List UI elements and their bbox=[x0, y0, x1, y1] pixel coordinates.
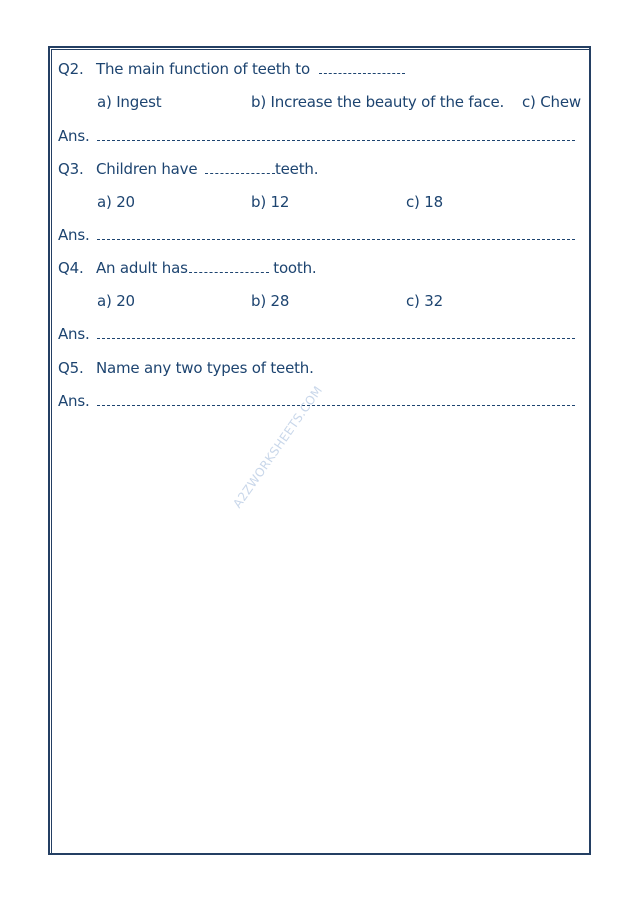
question-text-before: Children have bbox=[96, 160, 198, 178]
answer-label: Ans. bbox=[58, 127, 90, 145]
watermark: A2ZWORKSHEETS.COM bbox=[230, 383, 326, 511]
question-text-before: An adult has bbox=[96, 259, 188, 277]
answer-label: Ans. bbox=[58, 392, 90, 410]
option-c: c) 18 bbox=[406, 193, 443, 211]
option-b: b) Increase the beauty of the face. bbox=[251, 93, 505, 111]
answer-label: Ans. bbox=[58, 325, 90, 343]
question-text: Name any two types of teeth. bbox=[96, 359, 314, 377]
answer-line[interactable] bbox=[97, 239, 575, 240]
option-a: a) 20 bbox=[97, 292, 135, 310]
fill-blank[interactable] bbox=[189, 260, 269, 273]
answer-line[interactable] bbox=[97, 338, 575, 339]
fill-blank[interactable] bbox=[319, 61, 405, 74]
question-number: Q4. bbox=[58, 259, 84, 277]
option-a: a) Ingest bbox=[97, 93, 162, 111]
option-a: a) 20 bbox=[97, 193, 135, 211]
answer-line[interactable] bbox=[97, 140, 575, 141]
option-b: b) 12 bbox=[251, 193, 290, 211]
option-c: c) 32 bbox=[406, 292, 443, 310]
option-c: c) Chew bbox=[522, 93, 581, 111]
option-b: b) 28 bbox=[251, 292, 290, 310]
question-number: Q3. bbox=[58, 160, 84, 178]
question-text bbox=[96, 160, 318, 178]
question-text-after: tooth. bbox=[273, 259, 317, 277]
answer-line[interactable] bbox=[97, 405, 575, 406]
answer-label: Ans. bbox=[58, 226, 90, 244]
question-text bbox=[96, 259, 316, 277]
fill-blank[interactable] bbox=[205, 161, 275, 174]
question-text bbox=[96, 60, 405, 78]
question-text-after: teeth. bbox=[274, 160, 319, 178]
question-number: Q5. bbox=[58, 359, 84, 377]
question-number: Q2. bbox=[58, 60, 84, 78]
question-text-main: The main function of teeth to bbox=[96, 60, 310, 78]
